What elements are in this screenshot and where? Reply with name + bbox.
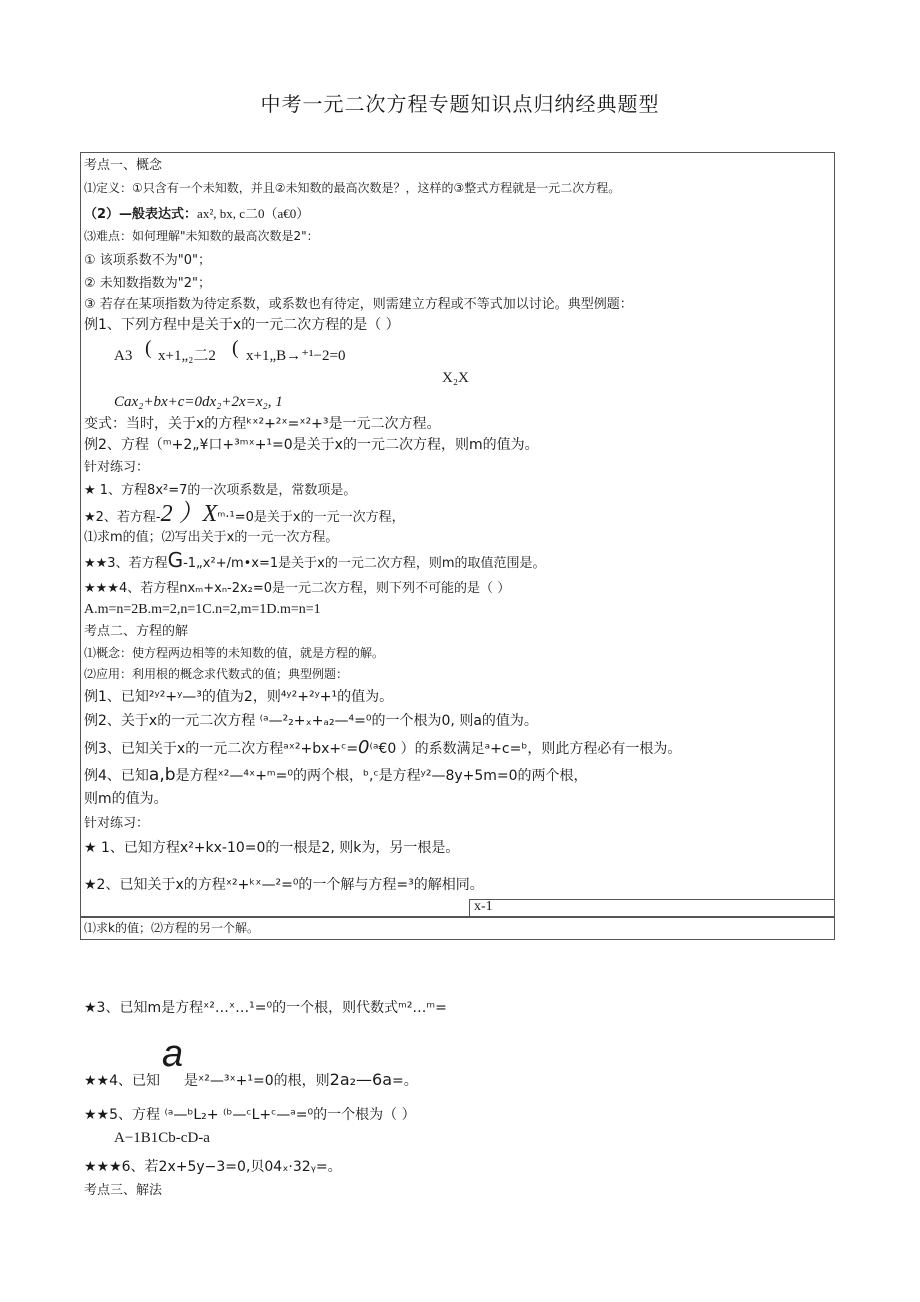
- practice-2-5-options: A−1B1Cb-cD-a: [114, 1130, 210, 1146]
- example-2-4: [84, 767, 588, 784]
- practice-1-2-sub: ⑴求m的值；⑵写出关于x的一元一次方程。: [84, 530, 339, 545]
- example-2-4-ab: a,b: [148, 765, 176, 785]
- option-cd-expr: Cax₂+bx+c=0dx₂+2x=x₂, 1: [114, 394, 283, 410]
- practice-2-2: ★2、已知关于x的方程ˣ²+ᵏˣ—²=⁰的一个解与方程=³的解相同。: [84, 877, 484, 893]
- example-2-4-cont: 则m的值为。: [84, 791, 168, 807]
- denominator-x2x: X₂X: [442, 370, 469, 386]
- practice-2-4-mid: 是ˣ²—³ˣ+¹=0的根，则: [184, 1073, 330, 1089]
- big-variable-a: a: [162, 1033, 184, 1075]
- section-heading-2: 考点二、方程的解: [84, 624, 189, 639]
- point-1: ① 该项系数不为"0"；: [84, 253, 212, 268]
- practice-1-1: ★ 1、方程8x²=7的一次项系数是，常数项是。: [84, 483, 357, 498]
- section-heading-3: 考点三、解法: [84, 1183, 163, 1198]
- fraction-cell: [469, 899, 834, 917]
- practice-2-4: [84, 1072, 418, 1089]
- example-2-3-suffix: ⁽ᵃ€0 ）的系数满足ᵃ+c=ᵇ，则此方程必有一根为。: [369, 741, 682, 757]
- practice-2-4-prefix: ★★4、已知: [84, 1073, 161, 1089]
- example-1: 例1、下列方程中是关于x的一元二次方程的是（ ）: [84, 317, 400, 333]
- practice-2-3: ★3、已知m是方程ˣ²…ˣ…¹=⁰的一个根，则代数式ᵐ²…ᵐ=: [84, 1000, 447, 1016]
- example-2-1: 例1、已知²ʸ²+ʸ—³的值为2，则⁴ʸ²+²ʸ+¹的值为。: [84, 689, 394, 705]
- example-2: 例2、方程（ᵐ+2„¥口+³ᵐˣ+¹=0是关于x的一元二次方程，则m的值为。: [84, 437, 539, 453]
- option-b-expr: x+1„B→⁺¹−2=0: [246, 348, 346, 364]
- example-2-3-zero: 0: [358, 737, 370, 758]
- point-2: ② 未知数指数为"2"；: [84, 276, 212, 291]
- general-form-line: [84, 206, 309, 223]
- fraction-denominator: x-1: [474, 899, 493, 914]
- example-2-4-prefix: 例4、已知: [84, 768, 149, 784]
- practice-1-3-suffix: -1„x²+/m•x=1是关于x的一元二次方程，则m的取值范围是。: [183, 556, 546, 571]
- difficulty-line: ⑶难点：如何理解"未知数的最高次数是2"：: [84, 229, 319, 243]
- paren-left-2: (: [232, 337, 239, 359]
- paren-left-1: (: [145, 337, 152, 359]
- practice-1-2-bigx: 2 ）X: [160, 501, 218, 527]
- practice-2-5: ★★5、方程 ⁽ᵃ—ᵇL₂+ ⁽ᵇ—ᶜL+ᶜ—ᵃ=⁰的一个根为（ ）: [84, 1107, 416, 1123]
- practice-1-4: ★★★4、若方程nxₘ+xₙ-2x₂=0是一元二次方程，则下列不可能的是（ ）: [84, 581, 511, 596]
- section-heading-1: 考点一、概念: [84, 158, 163, 173]
- practice-1-3: [84, 548, 546, 572]
- option-a-label: A3: [114, 348, 133, 364]
- practice-heading-2: 针对练习：: [84, 816, 150, 831]
- example-2-4-suffix: 是方程ˣ²—⁴ˣ+ᵐ=⁰的两个根，ᵇ,ᶜ是方程ʸ²—8y+5m=0的两个根，: [175, 768, 588, 784]
- practice-2-4-end: =。: [392, 1073, 418, 1089]
- page-title: 中考一元二次方程专题知识点归纳经典题型: [260, 92, 660, 116]
- general-form-expr: ax², bx, c二0（a€0）: [197, 206, 310, 221]
- point-3: ③ 若存在某项指数为待定系数，或系数也有待定，则需建立方程或不等式加以讨论。典型例题：: [84, 297, 633, 312]
- example-2-3-prefix: 例3、已知关于x的一元二次方程ᵃˣ²+bx+ᶜ=: [84, 741, 359, 757]
- practice-heading-1: 针对练习：: [84, 460, 150, 475]
- definition-line: ⑴定义：①只含有一个未知数，并且②未知数的最高次数是？，这样的③整式方程就是一元二次方程。: [84, 181, 621, 195]
- general-form-label: （2）—般表达式：: [84, 207, 198, 222]
- variant-question: 变式：当时，关于x的方程ᵏˣ²+²ˣ=ˣ²+³是一元二次方程。: [84, 416, 441, 432]
- practice-1-4-options: A.m=n=2B.m=2,n=1C.n=2,m=1D.m=n=1: [84, 602, 321, 617]
- practice-2-2-sub: ⑴求k的值；⑵方程的另一个解。: [84, 921, 259, 935]
- practice-1-2: [84, 501, 405, 527]
- practice-1-3-prefix: ★★3、若方程: [84, 556, 168, 571]
- option-a-expr: x+1„₂二2: [158, 348, 216, 364]
- solution-concept: ⑴概念：使方程两边相等的未知数的值，就是方程的解。: [84, 646, 385, 660]
- practice-2-1: ★ 1、已知方程x²+kx-10=0的一根是2, 则k为，另一根是。: [84, 840, 460, 856]
- practice-1-2-prefix: ★2、若方程-: [84, 510, 161, 525]
- practice-1-2-suffix: ᵐ‧¹=0是关于x的一元一次方程，: [217, 510, 405, 525]
- practice-2-4-expr: 2a₂—6a: [329, 1070, 393, 1089]
- solution-application: ⑵应用：利用根的概念求代数式的值；典型例题：: [84, 667, 349, 681]
- practice-1-3-g: G: [167, 548, 184, 572]
- practice-2-6: ★★★6、若2x+5y−3=0,贝04ₓ·32ᵧ=。: [84, 1159, 342, 1175]
- example-2-2: 例2、关于x的一元二次方程 ⁽ᵃ—²₂+ₓ+ₐ₂—⁴=⁰的一个根为0, 则a的值为。: [84, 713, 538, 729]
- example-2-3: [84, 737, 682, 758]
